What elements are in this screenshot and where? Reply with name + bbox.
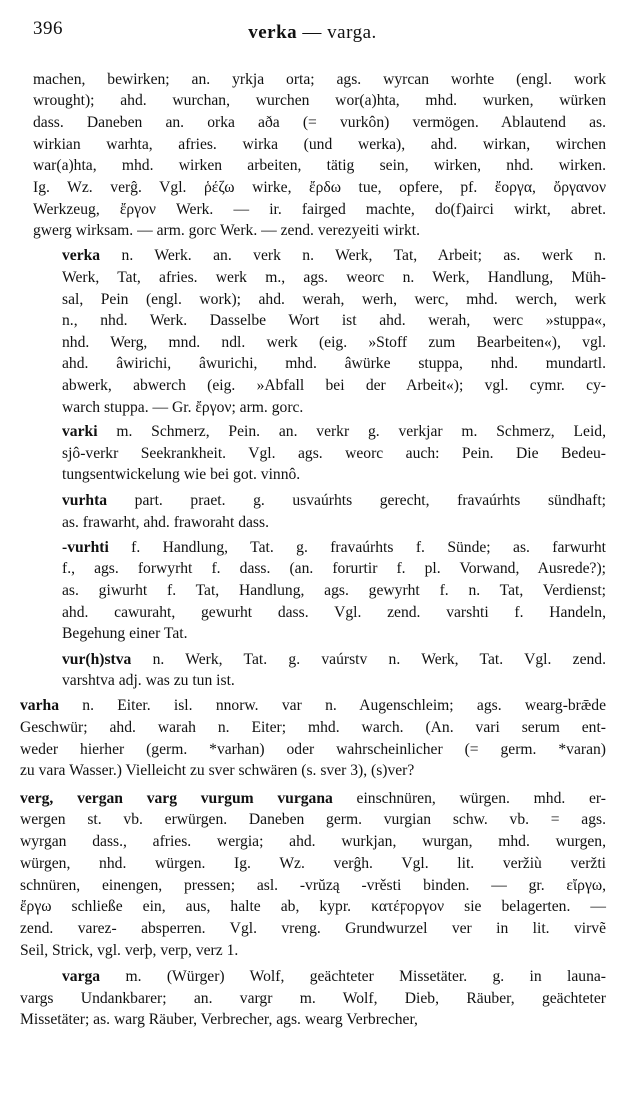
running-head-separator: — xyxy=(297,22,328,43)
entry-text: abwerk, abwerch (eig. »Abfall bei der Arbeit«); vgl. cymr. cy- xyxy=(62,377,606,394)
entry-text: tungsentwickelung wie bei got. vinnô. xyxy=(62,466,301,483)
entry-varha-line-3 xyxy=(20,740,606,760)
entry-verg-line-3 xyxy=(20,832,606,852)
entry-verka-line-6 xyxy=(62,354,606,374)
entry-text: warch stuppa. — Gr. ἔργον; arm. gorc. xyxy=(62,399,304,416)
entry-varha-line-1 xyxy=(20,696,606,716)
entry-text: sjô-verkr Seekrankheit. Vgl. ags. weorc auch: Pein. Die Bedeu- xyxy=(62,445,606,462)
entry-text: dass. Daneben an. orka aða (= vurkôn) vermögen. Ablautend as. xyxy=(33,114,606,131)
entry-text: wyrgan dass., afries. wergia; ahd. wurkjan, wurgan, mhd. wurgen, xyxy=(20,833,606,850)
entry-text: varshtva adj. was zu tun ist. xyxy=(62,672,235,689)
running-head xyxy=(0,22,625,44)
entry-verg-line-5 xyxy=(20,876,606,896)
entry-headword: vurhta xyxy=(62,492,108,509)
entry-text: n. Werk. an. verk n. Werk, Tat, Arbeit; as. werk n. xyxy=(100,247,606,264)
entry-text: Werk, Tat, afries. werk m., ags. weorc n. Werk, Handlung, Müh- xyxy=(62,269,606,286)
entry-headword: verg, vergan varg vurgum vurgana xyxy=(20,790,333,807)
entry-intro-line-1 xyxy=(33,70,606,90)
entry-text: n. Werk, Tat. g. vaúrstv n. Werk, Tat. Vgl. zend. xyxy=(131,651,606,668)
entry-intro-line-4 xyxy=(33,135,606,155)
entry-text: zu vara Wasser.) Vielleicht zu sver schwären (s. sver 3), (s)ver? xyxy=(20,762,415,779)
entry-text: n. Eiter. isl. nnorw. var n. Augenschleim; ags. wearg-brǣde xyxy=(58,697,606,714)
entry-text: f., ags. forwyrht f. dass. (an. forurtir f. pl. Vorwand, Ausrede?); xyxy=(62,560,606,577)
entry-text: as. frawarht, ahd. fraworaht dass. xyxy=(62,514,269,531)
entry-text: ἔργω schließe ein, aus, halte ab, kypr. κατέϝοργον sie belagerten. — xyxy=(20,898,606,915)
entry-varga-line-2 xyxy=(20,989,606,1009)
entry-intro-line-3 xyxy=(33,113,606,133)
entry-verka-line-5 xyxy=(62,333,606,353)
entry-text: n., nhd. Werk. Dasselbe Wort ist ahd. werah, werc »stuppa«, xyxy=(62,312,606,329)
running-head-first-entry: verka xyxy=(248,22,298,43)
entry-text: zend. varez- absperren. Vgl. vreng. Grundwurzel ver in lit. virvẽ xyxy=(20,920,606,937)
entry-varga-line-1 xyxy=(62,967,606,987)
entry-varha-line-2 xyxy=(20,718,606,738)
running-head-last-entry: varga. xyxy=(327,22,377,43)
entry-vurhti-line-5 xyxy=(62,624,606,644)
entry-text: würgen, nhd. würgen. Ig. Wz. verĝh. Vgl. lit. veržiù veržti xyxy=(20,855,606,872)
entry-vurhstva-line-1 xyxy=(62,650,606,670)
entry-verka-line-8 xyxy=(62,398,606,418)
entry-varha-line-4 xyxy=(20,761,606,781)
entry-text: Geschwür; ahd. warah n. Eiter; mhd. warch. (An. vari serum ent- xyxy=(20,719,606,736)
entry-text: nhd. Werg, mnd. ndl. werk (eig. »Stoff zum Bearbeiten«), vgl. xyxy=(62,334,606,351)
entry-headword: varha xyxy=(20,697,59,714)
entry-vurhstva-line-2 xyxy=(62,671,606,691)
entry-vurhta-line-2 xyxy=(62,513,606,533)
entry-text: Ig. Wz. verĝ. Vgl. ῥέζω wirke, ἔρδω tue, opfere, pf. ἔοργα, ὄργανον xyxy=(33,179,606,196)
entry-intro-line-8 xyxy=(33,221,606,241)
entry-vurhta-line-1 xyxy=(62,491,606,511)
entry-text: ahd. cawuraht, gewurht dass. Vgl. zend. varshti f. Handeln, xyxy=(62,604,606,621)
entry-vurhti-line-1 xyxy=(62,538,606,558)
entry-text: gwerg wirksam. — arm. gorc Werk. — zend. verezyeiti wirkt. xyxy=(33,222,421,239)
entry-varki-line-3 xyxy=(62,465,606,485)
entry-text: part. praet. g. usvaúrhts gerecht, fravaúrhts sündhaft; xyxy=(107,492,606,509)
entry-intro-line-2 xyxy=(33,91,606,111)
entry-verka-line-1 xyxy=(62,246,606,266)
entry-intro-line-7 xyxy=(33,200,606,220)
entry-text: wergen st. vb. erwürgen. Daneben germ. vurgian schw. vb. = ags. xyxy=(20,811,606,828)
entry-vurhti-line-4 xyxy=(62,603,606,623)
entry-varga-line-3 xyxy=(20,1010,606,1030)
entry-text: Seil, Strick, vgl. verþ, verp, verz 1. xyxy=(20,942,239,959)
entry-text: weder hierher (germ. *varhan) oder wahrscheinlicher (= germ. *varan) xyxy=(20,741,606,758)
entry-text: as. giwurht f. Tat, Handlung, ags. gewyrht f. n. Tat, Verdienst; xyxy=(62,582,606,599)
entry-verg-line-8 xyxy=(20,941,606,961)
entry-headword: -vurhti xyxy=(62,539,109,556)
entry-text: f. Handlung, Tat. g. fravaúrhts f. Sünde; as. farwurht xyxy=(108,539,606,556)
entry-text: schnüren, einengen, pressen; asl. -vrŭzą -vrěsti binden. — gr. εἴργω, xyxy=(20,877,606,894)
entry-headword: varga xyxy=(62,968,101,985)
entry-verg-line-2 xyxy=(20,810,606,830)
entry-verg-line-4 xyxy=(20,854,606,874)
entry-verg-line-6 xyxy=(20,897,606,917)
entry-text: wirkian warhta, afries. wirka (und werka), ahd. wirkan, wirchen xyxy=(33,136,606,153)
entry-text: wrought); ahd. wurchan, wurchen wor(a)hta, mhd. wurken, würken xyxy=(33,92,606,109)
entry-varki-line-1 xyxy=(62,422,606,442)
entry-intro-line-5 xyxy=(33,156,606,176)
entry-headword: vur(h)stva xyxy=(62,651,132,668)
entry-text: m. (Würger) Wolf, geächteter Missetäter. g. in launa- xyxy=(100,968,606,985)
entry-verka-line-7 xyxy=(62,376,606,396)
entry-vurhti-line-2 xyxy=(62,559,606,579)
entry-text: m. Schmerz, Pein. an. verkr g. verkjar m. Schmerz, Leid, xyxy=(97,423,606,440)
entry-verg-line-1 xyxy=(20,789,606,809)
entry-vurhti-line-3 xyxy=(62,581,606,601)
entry-headword: varki xyxy=(62,423,98,440)
entry-text: ahd. âwirichi, âwurichi, mhd. âwürke stuppa, nhd. mundartl. xyxy=(62,355,606,372)
entry-text: sal, Pein (engl. work); ahd. werah, werh, werc, mhd. werch, werk xyxy=(62,291,606,308)
entry-verka-line-4 xyxy=(62,311,606,331)
entry-text: Begehung einer Tat. xyxy=(62,625,188,642)
entry-text: einschnüren, würgen. mhd. er- xyxy=(332,790,606,807)
entry-text: Missetäter; as. warg Räuber, Verbrecher, ags. wearg Verbrecher, xyxy=(20,1011,418,1028)
entry-headword: verka xyxy=(62,247,101,264)
entry-text: machen, bewirken; an. yrkja orta; ags. wyrcan worhte (engl. work xyxy=(33,71,606,88)
entry-text: vargs Undankbarer; an. vargr m. Wolf, Dieb, Räuber, geächteter xyxy=(20,990,606,1007)
page-number: 396 xyxy=(33,18,63,39)
entry-verg-line-7 xyxy=(20,919,606,939)
entry-text: Werkzeug, ἔργον Werk. — ir. fairged machte, do(f)airci wirkt, abret. xyxy=(33,201,606,218)
entry-verka-line-3 xyxy=(62,290,606,310)
entry-varki-line-2 xyxy=(62,444,606,464)
entry-verka-line-2 xyxy=(62,268,606,288)
entry-text: war(a)hta, mhd. wirken arbeiten, tätig sein, wirken, nhd. wirken. xyxy=(33,157,606,174)
entry-intro-line-6 xyxy=(33,178,606,198)
